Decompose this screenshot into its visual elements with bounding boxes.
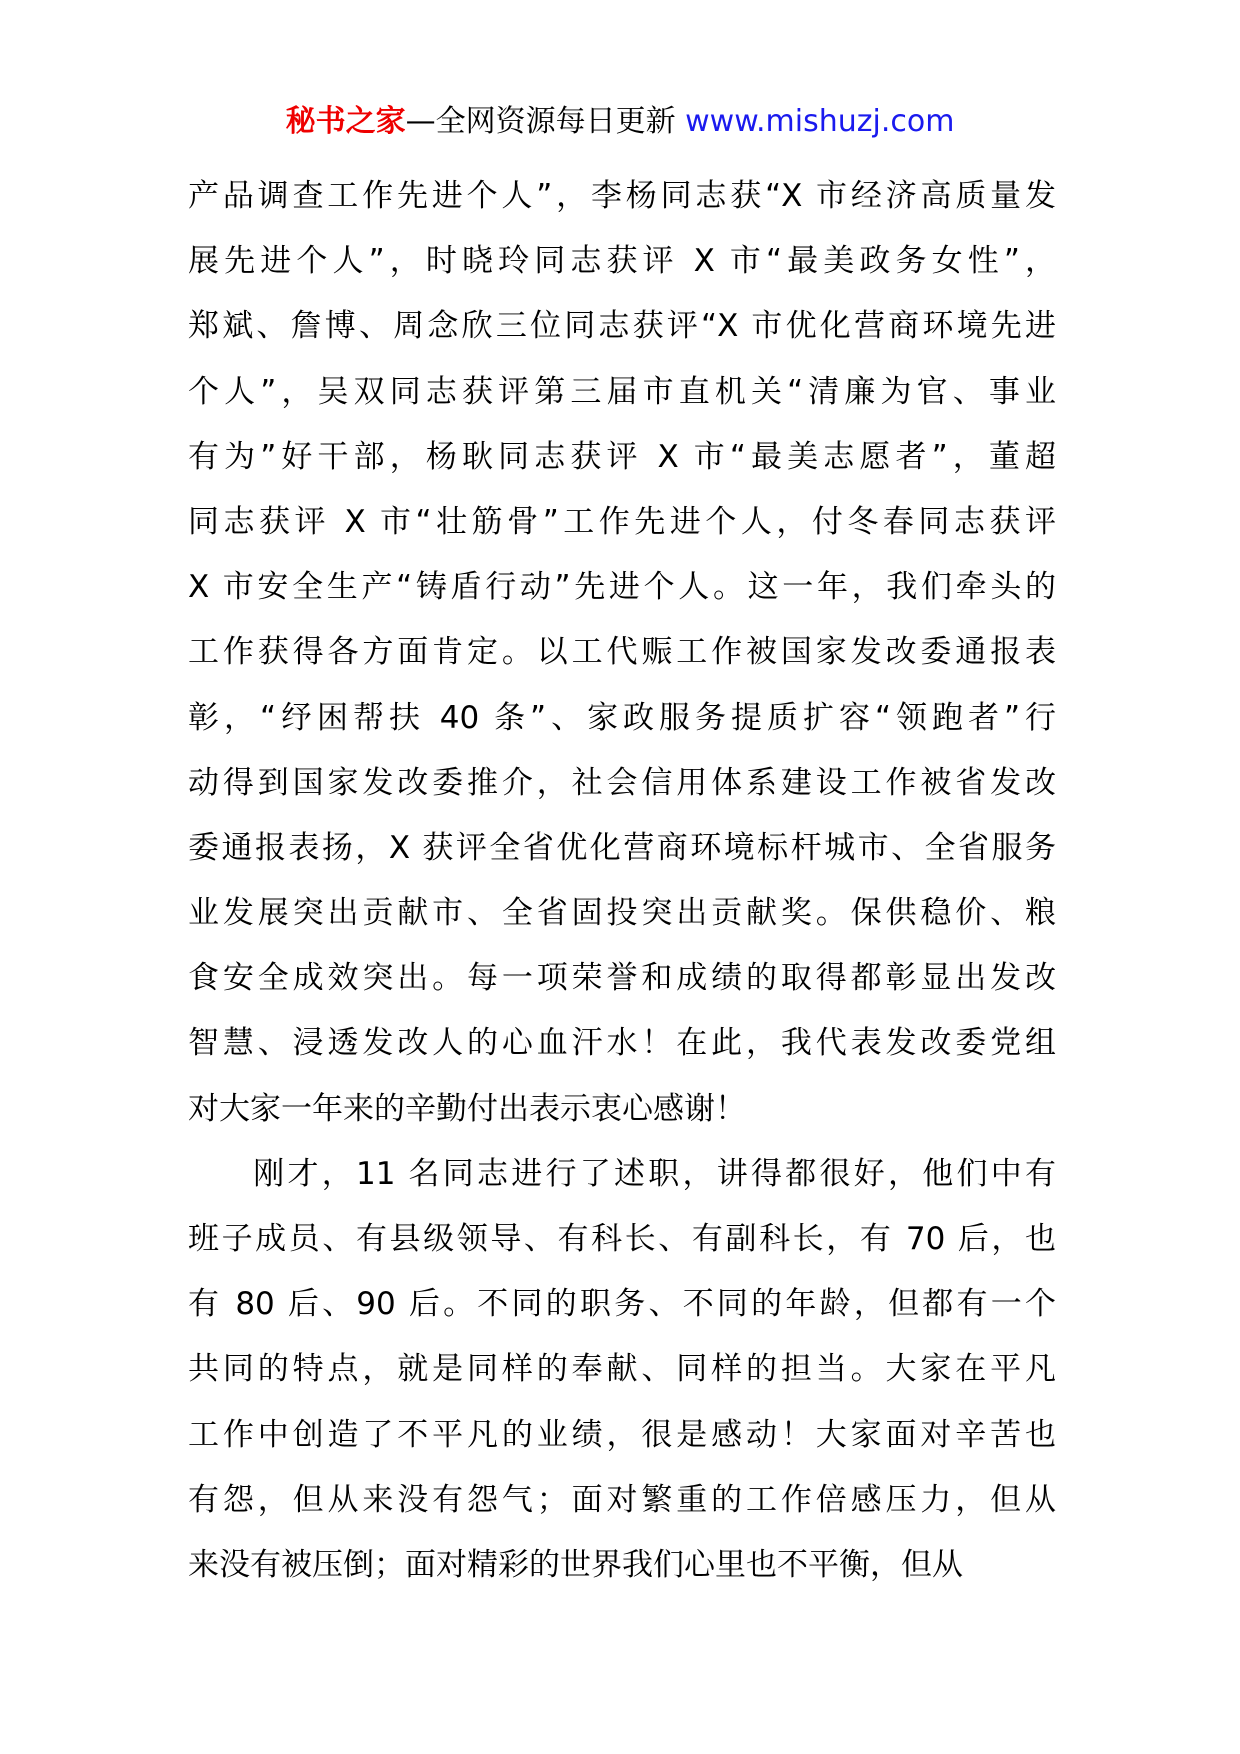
text-line: 共同的特点，就是同样的奉献、同样的担当。大家在平凡: [188, 1351, 1056, 1388]
text-line: 有 80 后、90 后。不同的职务、不同的年龄，但都有一个: [188, 1286, 1056, 1323]
header-tagline: —全网资源每日更新: [405, 104, 686, 139]
text-line: 班子成员、有县级领导、有科长、有副科长，有 70 后，也: [188, 1221, 1056, 1257]
text-line: X 市安全生产“铸盾行动”先进个人。这一年，我们牵头的: [188, 569, 1056, 606]
text-line: 有为”好干部，杨耿同志获评 X 市“最美志愿者”，董超: [188, 438, 1056, 475]
document-body: [188, 164, 1056, 1598]
text-line: 工作中创造了不平凡的业绩，很是感动！大家面对辛苦也: [188, 1416, 1056, 1453]
text-line: 食安全成效突出。每一项荣誉和成绩的取得都彰显出发改: [188, 960, 1056, 997]
text-line: 工作获得各方面肯定。以工代赈工作被国家发改委通报表: [188, 634, 1056, 671]
text-line: 郑斌、詹博、周念欣三位同志获评“X 市优化营商环境先进: [188, 308, 1056, 345]
text-line: 业发展突出贡献市、全省固投突出贡献奖。保供稳价、粮: [188, 895, 1056, 932]
text-line: 委通报表扬，X 获评全省优化营商环境标杆城市、全省服务: [188, 829, 1056, 866]
text-line-content: 刚才，11 名同志进行了述职，讲得都很好，他们中有: [250, 1155, 1056, 1192]
text-line: 有怨，但从来没有怨气；面对繁重的工作倍感压力，但从: [188, 1481, 1056, 1518]
site-header: [0, 100, 1240, 144]
text-line: 来没有被压倒；面对精彩的世界我们心里也不平衡，但从: [188, 1546, 963, 1583]
paragraph: [188, 164, 1056, 1142]
text-line: [188, 1142, 1056, 1207]
text-line: 展先进个人”，时晓玲同志获评 X 市“最美政务女性”，: [188, 243, 1056, 280]
text-line: 个人”，吴双同志获评第三届市直机关“清廉为官、事业: [188, 373, 1056, 410]
brand-name: 秘书之家: [285, 104, 406, 139]
text-line: 对大家一年来的辛勤付出表示衷心感谢！: [188, 1090, 746, 1127]
site-url-link[interactable]: www.mishuzj.com: [685, 104, 955, 139]
text-line: 动得到国家发改委推介，社会信用体系建设工作被省发改: [188, 764, 1056, 801]
paragraph: [188, 1142, 1056, 1598]
text-line: 彰，“纾困帮扶 40 条”、家政服务提质扩容“领跑者”行: [188, 699, 1056, 736]
text-line: 同志获评 X 市“壮筋骨”工作先进个人，付冬春同志获评: [188, 503, 1056, 540]
text-line: 智慧、浸透发改人的心血汗水！在此，我代表发改委党组: [188, 1025, 1056, 1062]
text-line: 产品调查工作先进个人”，李杨同志获“X 市经济高质量发: [188, 178, 1056, 214]
